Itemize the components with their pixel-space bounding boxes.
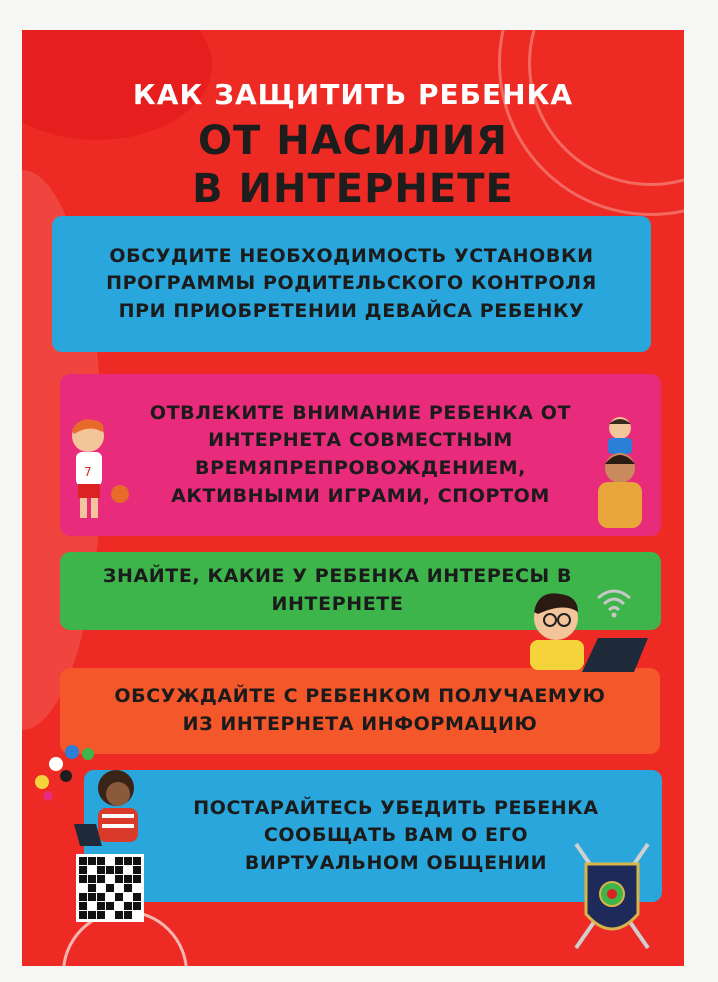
boy-laptop-illustration <box>524 576 654 672</box>
investigative-committee-emblem <box>570 836 654 954</box>
tip-2-line-1: ОТВЛЕКИТЕ ВНИМАНИЕ РЕБЕНКА ОТ <box>149 401 572 424</box>
tip-box-1 <box>52 216 651 352</box>
tip-1-line-3: ПРИ ПРИОБРЕТЕНИИ ДЕВАЙСА РЕБЕНКУ <box>118 299 585 322</box>
title-line-1: КАК ЗАЩИТИТЬ РЕБЕНКА <box>132 78 574 111</box>
poster <box>22 30 684 966</box>
title-line-2: ОТ НАСИЛИЯ <box>198 118 508 164</box>
father-child-illustration <box>580 414 660 534</box>
tip-3-line-2: ИНТЕРНЕТЕ <box>271 593 404 615</box>
tip-2-line-4: АКТИВНЫМИ ИГРАМИ, СПОРТОМ <box>171 484 550 507</box>
tip-1-line-1: ОБСУДИТЕ НЕОБХОДИМОСТЬ УСТАНОВКИ <box>109 244 594 267</box>
tip-1-line-2: ПРОГРАММЫ РОДИТЕЛЬСКОГО КОНТРОЛЯ <box>106 272 597 295</box>
tip-5-line-3: ВИРТУАЛЬНОМ ОБЩЕНИИ <box>244 851 548 874</box>
tip-3-line-1: ЗНАЙТЕ, КАКИЕ У РЕБЕНКА ИНТЕРЕСЫ В <box>102 565 573 588</box>
basketball-boy-illustration <box>60 414 136 524</box>
tip-box-2 <box>60 374 661 536</box>
svg-text:7: 7 <box>84 465 92 479</box>
tip-4-line-2: ИЗ ИНТЕРНЕТА ИНФОРМАЦИЮ <box>182 713 538 735</box>
tip-2-line-2: ИНТЕРНЕТА СОВМЕСТНЫМ <box>208 429 513 452</box>
tip-5-line-2: СООБЩАТЬ ВАМ О ЕГО <box>263 824 529 847</box>
wifi-icon <box>594 586 634 618</box>
qr-code[interactable] <box>76 854 144 922</box>
tip-box-4 <box>60 668 660 754</box>
title-line-3: В ИНТЕРНЕТЕ <box>192 166 514 212</box>
tip-5-line-1: ПОСТАРАЙТЕСЬ УБЕДИТЬ РЕБЕНКА <box>193 796 599 819</box>
tip-4-line-1: ОБСУЖДАЙТЕ С РЕБЕНКОМ ПОЛУЧАЕМУЮ <box>114 685 606 708</box>
child-computer-illustration <box>72 766 148 850</box>
tip-2-line-3: ВРЕМЯПРЕПРОВОЖДЕНИЕМ, <box>194 457 526 479</box>
